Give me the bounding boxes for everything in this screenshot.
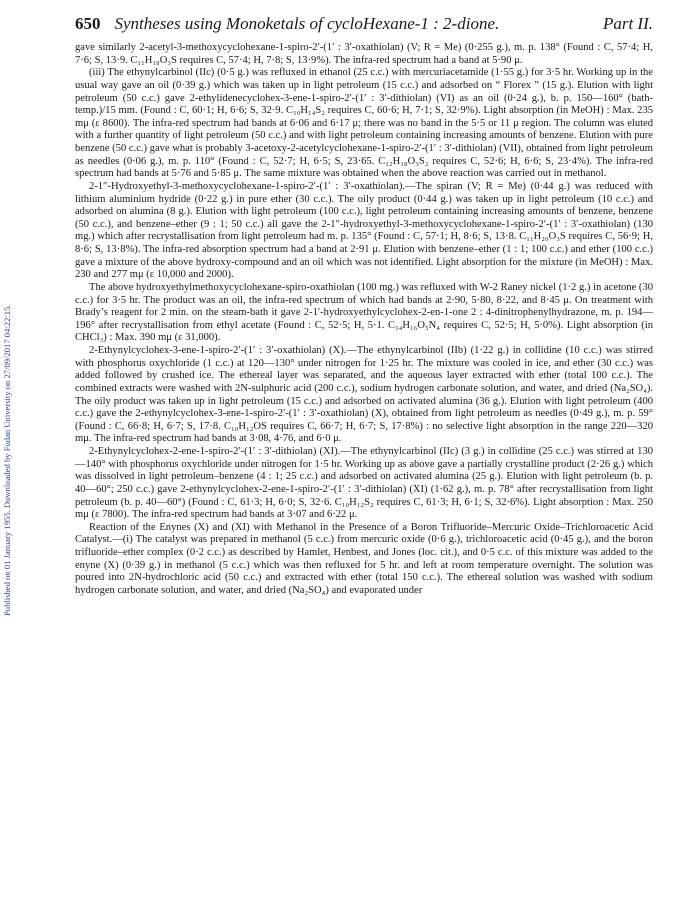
paragraph-7: Reaction of the Enynes (X) and (XI) with Methanol in the Presence of a Boron Trifluoride–Mercuric Oxide–Trichloroacetic Acid Catalyst.—(i) The catalyst was prepared in methanol (5 c.c.) from mercuric oxide (0·6 g.), trichloroacetic acid (0·45 g.), and the boron trifluoride–ether complex (0·2 c.c.) as described by Hamlet, Henbest, and Jones (loc. cit.), and 0·5 c.c. of this mixture was added to the enyne (X) (0·39 g.) in methanol (5 c.c.) which was then refluxed for 5 hr. and left at room temperature overnight. The solution was poured into 2N-hydrochloric acid (50 c.c.) and extracted with ether (total 150 c.c.). The ethereal solution was washed with sodium hydrogen carbonate solution, and water, and dried (Na₂SO₄) and evaporated under [75, 521, 653, 596]
paragraph-4: The above hydroxyethylmethoxycyclohexane-spiro-oxathiolan (100 mg.) was refluxed with W-2 Raney nickel (1·2 g.) in acetone (30 c.c.) for 3·5 hr. The product was an oil, the infra-red spectrum of which had bands at 2·90, 5·80, 8·22, and 8·45 μ. On treatment with Brady’s reagent for 2 min. on the steam-bath it gave 2-1′-hydroxyethylcyclohex-2-en-1-one 2 : 4-dinitrophenylhydrazone, m. p. 194—196° after recrystallisation from ethyl acetate (Found : C, 52·5; H, 5·1. C₁₄H₁₆O₅N₄ requires C, 52·5; H, 5·0%). Light absorption (in CHCl₃) : Max. 390 mμ (ε 31,000). [75, 281, 653, 344]
page-number: 650 [75, 14, 101, 33]
running-title: Syntheses using Monoketals of cycloHexane-1 : 2-dione. [114, 14, 500, 33]
paragraph-3: 2-1″-Hydroxyethyl-3-methoxycyclohexane-1-spiro-2′-(1′ : 3′-oxathiolan).—The spiran (V; R = Me) (0·44 g.) was reduced with lithium aluminium hydride (0·22 g.) in pure ether (30 c.c.). The oily product (0·44 g.) was taken up in light petroleum (10 c.c.) and adsorbed on alumina (8 g.). Elution with light petroleum (100 c.c.), light petroleum containing increasing amounts of benzene, benzene (50 c.c.), and benzene–ether (9 : 1; 50 c.c.) all gave the 2-1″-hydroxyethyl-3-methoxycyclohexane-1-spiro-2′-(1′ : 3′-oxathiolan) (130 mg.) which after recrystallisation from light petroleum had m. p. 135° (Found : C, 57·1; H, 8·6; S, 13·8. C₁₁H₂₀O₃S requires C, 56·9; H, 8·6; S, 13·8%). The infra-red absorption spectrum had a band at 2·91 μ. Elution with benzene–ether (1 : 1; 100 c.c.) and ether (100 c.c.) gave a mixture of the above hydroxy-compound and an oil which was not identified. Light absorption for the mixture (in MeOH) : Max. 230 and 277 mμ (ε 10,000 and 2000). [75, 180, 653, 281]
paragraph-6: 2-Ethynylcyclohex-2-ene-1-spiro-2′-(1′ : 3′-dithiolan) (XI).—The ethynylcarbinol (IIc) (3 g.) in collidine (25 c.c.) was stirred at 130—140° with phosphorus oxychloride under nitrogen for 1·5 hr. Working up as above gave a partially crystalline product (2·26 g.) which was dissolved in light petroleum–benzene (4 : 1; 25 c.c.) and adsorbed on activated alumina (25 g.). Elution with light petroleum (b. p. 40—60°; 250 c.c.) gave 2-ethynylcyclohex-2-ene-1-spiro-2′-(1′ : 3′-dithiolan) (XI) (1·62 g.), m. p. 78° after recrystallisation from light petroleum (b. p. 40—60°) (Found : C, 61·3; H, 6·0; S, 32·6. C₁₀H₁₂S₂ requires C, 61·3; H, 6·1; S, 32·6%). Light absorption : Max. 250 mμ (ε 7800). The infra-red spectrum had bands at 3·07 and 6·22 μ. [75, 446, 653, 521]
paragraph-2: (iii) The ethynylcarbinol (IIc) (0·5 g.) was refluxed in ethanol (25 c.c.) with mercuriacetamide (1·55 g.) for 3·5 hr. Working up in the usual way gave an oil (0·39 g.) which was taken up in light petroleum (15 c.c.) and adsorbed on “ Florex ” (15 g.). Elution with light petroleum (50 c.c.) gave 2-ethylidenecyclohex-3-ene-1-spiro-2′-(1′ : 3′-dithiolan) (VI) as an oil (0·24 g.), b. p. 150—160° (bath-temp.)/15 mm. (Found : C, 60·1; H, 6·6; S, 32·9. C₁₀H₁₄S₂ requires C, 60·6; H, 7·1; S, 32·9%). Light absorption (in MeOH) : Max. 235 mμ (ε 8600). The infra-red spectrum had bands at 6·06 and 6·17 μ; there was no band in the 5·5 or 11 μ region. The column was eluted with a further quantity of light petroleum (50 c.c.) and with light petroleum containing increasing amounts of benzene. Elution with pure benzene (50 c.c.) gave what is probably 3-acetoxy-2-acetylcyclohexane-1-spiro-2′-(1′ : 3′-dithiolan) (VII), obtained from light petroleum as needles (0·06 g.), m. p. 110° (Found : C, 52·7; H, 6·5; S, 23·65. C₁₂H₁₈O₃S₂ requires C, 52·6; H, 6·6; S, 23·4%). The infra-red spectrum had bands at 5·76 and 5·85 μ. The same mixture was obtained when the above reaction was carried out in methanol. [75, 67, 653, 180]
paragraph-5: 2-Ethynylcyclohex-3-ene-1-spiro-2′-(1′ : 3′-oxathiolan) (X).—The ethynylcarbinol (IIb) (1·22 g.) in collidine (10 c.c.) was stirred with phosphorus oxychloride (1 c.c.) at 120—130° under nitrogen for 1·25 hr. The mixture was cooled in ice, and ether (30 c.c.) was added followed by crushed ice. The ethereal layer was separated, and the aqueous layer extracted with ether (total 100 c.c.). The combined extracts were washed with 2N-sulphuric acid (200 c.c.), sodium hydrogen carbonate solution, and water, and dried (Na₂SO₄). The oily product was taken up in light petroleum (15 c.c.) and adsorbed on activated alumina (36 g.). Elution with light petroleum (400 c.c.) gave the 2-ethynylcyclohex-3-ene-1-spiro-2′-(1′ : 3′-oxathiolan) (X), obtained from light petroleum as needles (0·49 g.), m. p. 59° (Found : C, 66·8; H, 6·7; S, 17·8. C₁₀H₁₂OS requires C, 66·7; H, 6·7; S, 17·8%) : no selective light absorption in the range 220—320 mμ. The infra-red spectrum had bands at 3·08, 4·76, and 6·0 μ. [75, 345, 653, 445]
running-header [75, 14, 653, 34]
part-label: Part II. [602, 14, 653, 33]
page [75, 14, 653, 598]
body-text [75, 42, 653, 598]
paragraph-1: gave similarly 2-acetyl-3-methoxycyclohexane-1-spiro-2′-(1′ : 3′-oxathiolan) (V; R = Me) (0·255 g.), m. p. 138° (Found : C, 57·4; H, 7·6; S, 13·9. C₁₁H₁₈O₃S requires C, 57·4; H, 7·8; S, 13·9%). The infra-red spectrum had a band at 5·90 μ. [75, 42, 653, 66]
download-watermark: Published on 01 January 1955. Downloaded by Fudan University on 27/09/2017 04:22:15. [2, 304, 12, 616]
